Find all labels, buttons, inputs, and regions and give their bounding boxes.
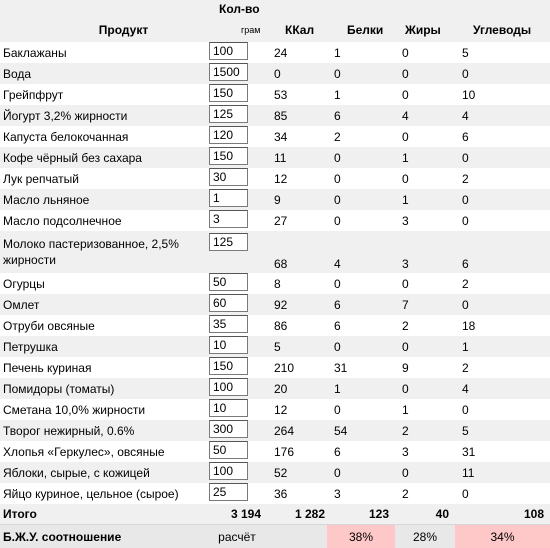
carbs-value: 4	[455, 378, 550, 399]
protein-value: 1	[327, 378, 395, 399]
protein-value: 3	[327, 483, 395, 504]
product-name: Яйцо куриное, цельное (сырое)	[0, 483, 207, 504]
kcal-value: 210	[267, 357, 327, 378]
protein-value: 1	[327, 42, 395, 63]
protein-value: 1	[327, 84, 395, 105]
quantity-cell	[207, 105, 267, 126]
protein-value: 54	[327, 420, 395, 441]
header-row	[0, 18, 550, 42]
total-label: Итого	[0, 504, 207, 525]
kcal-value: 176	[267, 441, 327, 462]
kcal-value: 27	[267, 210, 327, 231]
total-fat: 40	[395, 504, 455, 525]
table-row	[0, 462, 550, 483]
table-row	[0, 420, 550, 441]
protein-value: 0	[327, 189, 395, 210]
protein-value: 0	[327, 399, 395, 420]
table-row	[0, 231, 550, 273]
quantity-input[interactable]: 25	[209, 483, 248, 501]
product-name: Лук репчатый	[0, 168, 207, 189]
fat-column-header: Жиры	[395, 18, 455, 42]
quantity-input[interactable]: 150	[209, 84, 248, 102]
table-row	[0, 84, 550, 105]
protein-value: 0	[327, 63, 395, 84]
protein-value: 2	[327, 126, 395, 147]
carbs-value: 2	[455, 168, 550, 189]
protein-value: 0	[327, 147, 395, 168]
quantity-cell	[207, 378, 267, 399]
quantity-input[interactable]: 150	[209, 357, 248, 375]
fat-value: 1	[395, 399, 455, 420]
kcal-value: 12	[267, 399, 327, 420]
quantity-input[interactable]: 3	[209, 210, 248, 228]
product-name: Помидоры (томаты)	[0, 378, 207, 399]
quantity-cell	[207, 147, 267, 168]
quantity-input[interactable]: 100	[209, 42, 248, 60]
kcal-value: 86	[267, 315, 327, 336]
table-row	[0, 126, 550, 147]
fat-ratio: 28%	[395, 525, 455, 548]
quantity-cell	[207, 294, 267, 315]
kcal-value: 264	[267, 420, 327, 441]
quantity-input[interactable]: 1500	[209, 63, 248, 81]
carbs-value: 0	[455, 63, 550, 84]
unit-column-header: грам	[207, 18, 267, 42]
fat-value: 0	[395, 168, 455, 189]
carbs-value: 1	[455, 336, 550, 357]
quantity-input[interactable]: 10	[209, 336, 248, 354]
kcal-value: 36	[267, 483, 327, 504]
total-quantity: 3 194	[207, 504, 267, 525]
product-column-header: Продукт	[0, 18, 207, 42]
quantity-input[interactable]: 120	[209, 126, 248, 144]
kcal-value: 9	[267, 189, 327, 210]
protein-value: 6	[327, 105, 395, 126]
fat-value: 0	[395, 336, 455, 357]
quantity-input[interactable]: 60	[209, 294, 248, 312]
ratio-label: Б.Ж.У. соотношение	[0, 525, 207, 548]
carbs-value: 2	[455, 357, 550, 378]
fat-value: 4	[395, 105, 455, 126]
table-row	[0, 189, 550, 210]
fat-value: 0	[395, 63, 455, 84]
protein-value: 6	[327, 441, 395, 462]
quantity-cell	[207, 462, 267, 483]
quantity-input[interactable]: 125	[209, 105, 248, 123]
product-name: Огурцы	[0, 273, 207, 294]
product-name: Хлопья «Геркулес», овсяные	[0, 441, 207, 462]
table-row	[0, 315, 550, 336]
table-row	[0, 399, 550, 420]
product-name: Баклажаны	[0, 42, 207, 63]
fat-value: 0	[395, 273, 455, 294]
product-name: Печень куриная	[0, 357, 207, 378]
carbs-value: 2	[455, 273, 550, 294]
quantity-cell	[207, 315, 267, 336]
quantity-cell	[207, 399, 267, 420]
quantity-cell	[207, 357, 267, 378]
fat-value: 7	[395, 294, 455, 315]
fat-value: 0	[395, 462, 455, 483]
table-row	[0, 147, 550, 168]
table-row	[0, 378, 550, 399]
quantity-cell	[207, 210, 267, 231]
fat-value: 9	[395, 357, 455, 378]
product-name: Яблоки, сырые, с кожицей	[0, 462, 207, 483]
table-row	[0, 357, 550, 378]
quantity-input[interactable]: 1	[209, 189, 248, 207]
product-name: Капуста белокочанная	[0, 126, 207, 147]
protein-value: 0	[327, 336, 395, 357]
table-row	[0, 441, 550, 462]
protein-value: 6	[327, 315, 395, 336]
quantity-input[interactable]: 150	[209, 147, 248, 165]
total-carbs: 108	[455, 504, 550, 525]
fat-value: 0	[395, 126, 455, 147]
quantity-cell	[207, 63, 267, 84]
table-row	[0, 483, 550, 504]
fat-value: 1	[395, 189, 455, 210]
table-row	[0, 63, 550, 84]
fat-value: 2	[395, 315, 455, 336]
quantity-cell	[207, 126, 267, 147]
kcal-value: 92	[267, 294, 327, 315]
protein-value: 0	[327, 210, 395, 231]
quantity-cell	[207, 273, 267, 294]
kcal-value: 52	[267, 462, 327, 483]
quantity-input[interactable]: 125	[209, 233, 248, 251]
product-name: Вода	[0, 63, 207, 84]
total-protein: 123	[327, 504, 395, 525]
quantity-input[interactable]: 10	[209, 399, 248, 417]
table-row	[0, 105, 550, 126]
quantity-input[interactable]: 50	[209, 441, 248, 459]
table-body	[0, 42, 550, 504]
quantity-input[interactable]: 100	[209, 378, 248, 396]
carbs-value: 0	[455, 294, 550, 315]
carbs-value: 10	[455, 84, 550, 105]
product-name: Масло подсолнечное	[0, 210, 207, 231]
protein-value: 4	[327, 231, 395, 273]
fat-value: 0	[395, 84, 455, 105]
product-name: Петрушка	[0, 336, 207, 357]
product-name: Йогурт 3,2% жирности	[0, 105, 207, 126]
fat-value: 3	[395, 210, 455, 231]
protein-value: 0	[327, 168, 395, 189]
kcal-value: 85	[267, 105, 327, 126]
kcal-value: 53	[267, 84, 327, 105]
product-name: Омлет	[0, 294, 207, 315]
carbs-value: 6	[455, 231, 550, 273]
kcal-value: 5	[267, 336, 327, 357]
fat-value: 3	[395, 441, 455, 462]
carbs-value: 0	[455, 210, 550, 231]
fat-value: 1	[395, 147, 455, 168]
product-name: Масло льняное	[0, 189, 207, 210]
carbs-value: 0	[455, 483, 550, 504]
header-row-top	[0, 0, 550, 18]
carbs-value: 31	[455, 441, 550, 462]
kcal-value: 68	[267, 231, 327, 273]
carbs-value: 6	[455, 126, 550, 147]
quantity-cell	[207, 189, 267, 210]
fat-value: 2	[395, 483, 455, 504]
quantity-input[interactable]: 50	[209, 273, 248, 291]
quantity-cell	[207, 84, 267, 105]
fat-value: 2	[395, 420, 455, 441]
kcal-value: 8	[267, 273, 327, 294]
quantity-cell	[207, 168, 267, 189]
table-row	[0, 336, 550, 357]
fat-value: 0	[395, 42, 455, 63]
kcal-value: 11	[267, 147, 327, 168]
quantity-cell	[207, 483, 267, 504]
carbs-value: 0	[455, 147, 550, 168]
kcal-value: 34	[267, 126, 327, 147]
carbs-value: 4	[455, 105, 550, 126]
product-name: Молоко пастеризованное, 2,5% жирности	[0, 231, 207, 273]
protein-column-header: Белки	[327, 18, 395, 42]
carbs-value: 5	[455, 420, 550, 441]
quantity-input[interactable]: 30	[209, 168, 248, 186]
quantity-input[interactable]: 300	[209, 420, 248, 438]
carbs-column-header: Углеводы	[455, 18, 550, 42]
kcal-value: 12	[267, 168, 327, 189]
kcal-value: 0	[267, 63, 327, 84]
quantity-cell	[207, 231, 267, 273]
ratio-row	[0, 525, 550, 548]
calc-label: расчёт	[207, 525, 267, 548]
quantity-cell	[207, 441, 267, 462]
carbs-value: 5	[455, 42, 550, 63]
quantity-input[interactable]: 35	[209, 315, 248, 333]
product-name: Творог нежирный, 0.6%	[0, 420, 207, 441]
product-name: Отруби овсяные	[0, 315, 207, 336]
quantity-cell	[207, 42, 267, 63]
carbs-value: 0	[455, 189, 550, 210]
carbs-value: 0	[455, 399, 550, 420]
carbs-value: 18	[455, 315, 550, 336]
quantity-header: Кол-во	[207, 0, 327, 18]
protein-value: 6	[327, 294, 395, 315]
kcal-value: 20	[267, 378, 327, 399]
carbs-ratio: 34%	[455, 525, 550, 548]
protein-ratio: 38%	[327, 525, 395, 548]
table-row	[0, 294, 550, 315]
quantity-cell	[207, 420, 267, 441]
protein-value: 31	[327, 357, 395, 378]
product-name: Сметана 10,0% жирности	[0, 399, 207, 420]
table-row	[0, 168, 550, 189]
table-row	[0, 42, 550, 63]
table-row	[0, 273, 550, 294]
quantity-input[interactable]: 100	[209, 462, 248, 480]
protein-value: 0	[327, 462, 395, 483]
carbs-value: 11	[455, 462, 550, 483]
fat-value: 0	[395, 378, 455, 399]
protein-value: 0	[327, 273, 395, 294]
fat-value: 3	[395, 231, 455, 273]
table-row	[0, 210, 550, 231]
kcal-value: 24	[267, 42, 327, 63]
product-name: Кофе чёрный без сахара	[0, 147, 207, 168]
total-row	[0, 504, 550, 525]
kcal-column-header: ККал	[267, 18, 327, 42]
product-name: Грейпфрут	[0, 84, 207, 105]
quantity-cell	[207, 336, 267, 357]
total-kcal: 1 282	[267, 504, 327, 525]
